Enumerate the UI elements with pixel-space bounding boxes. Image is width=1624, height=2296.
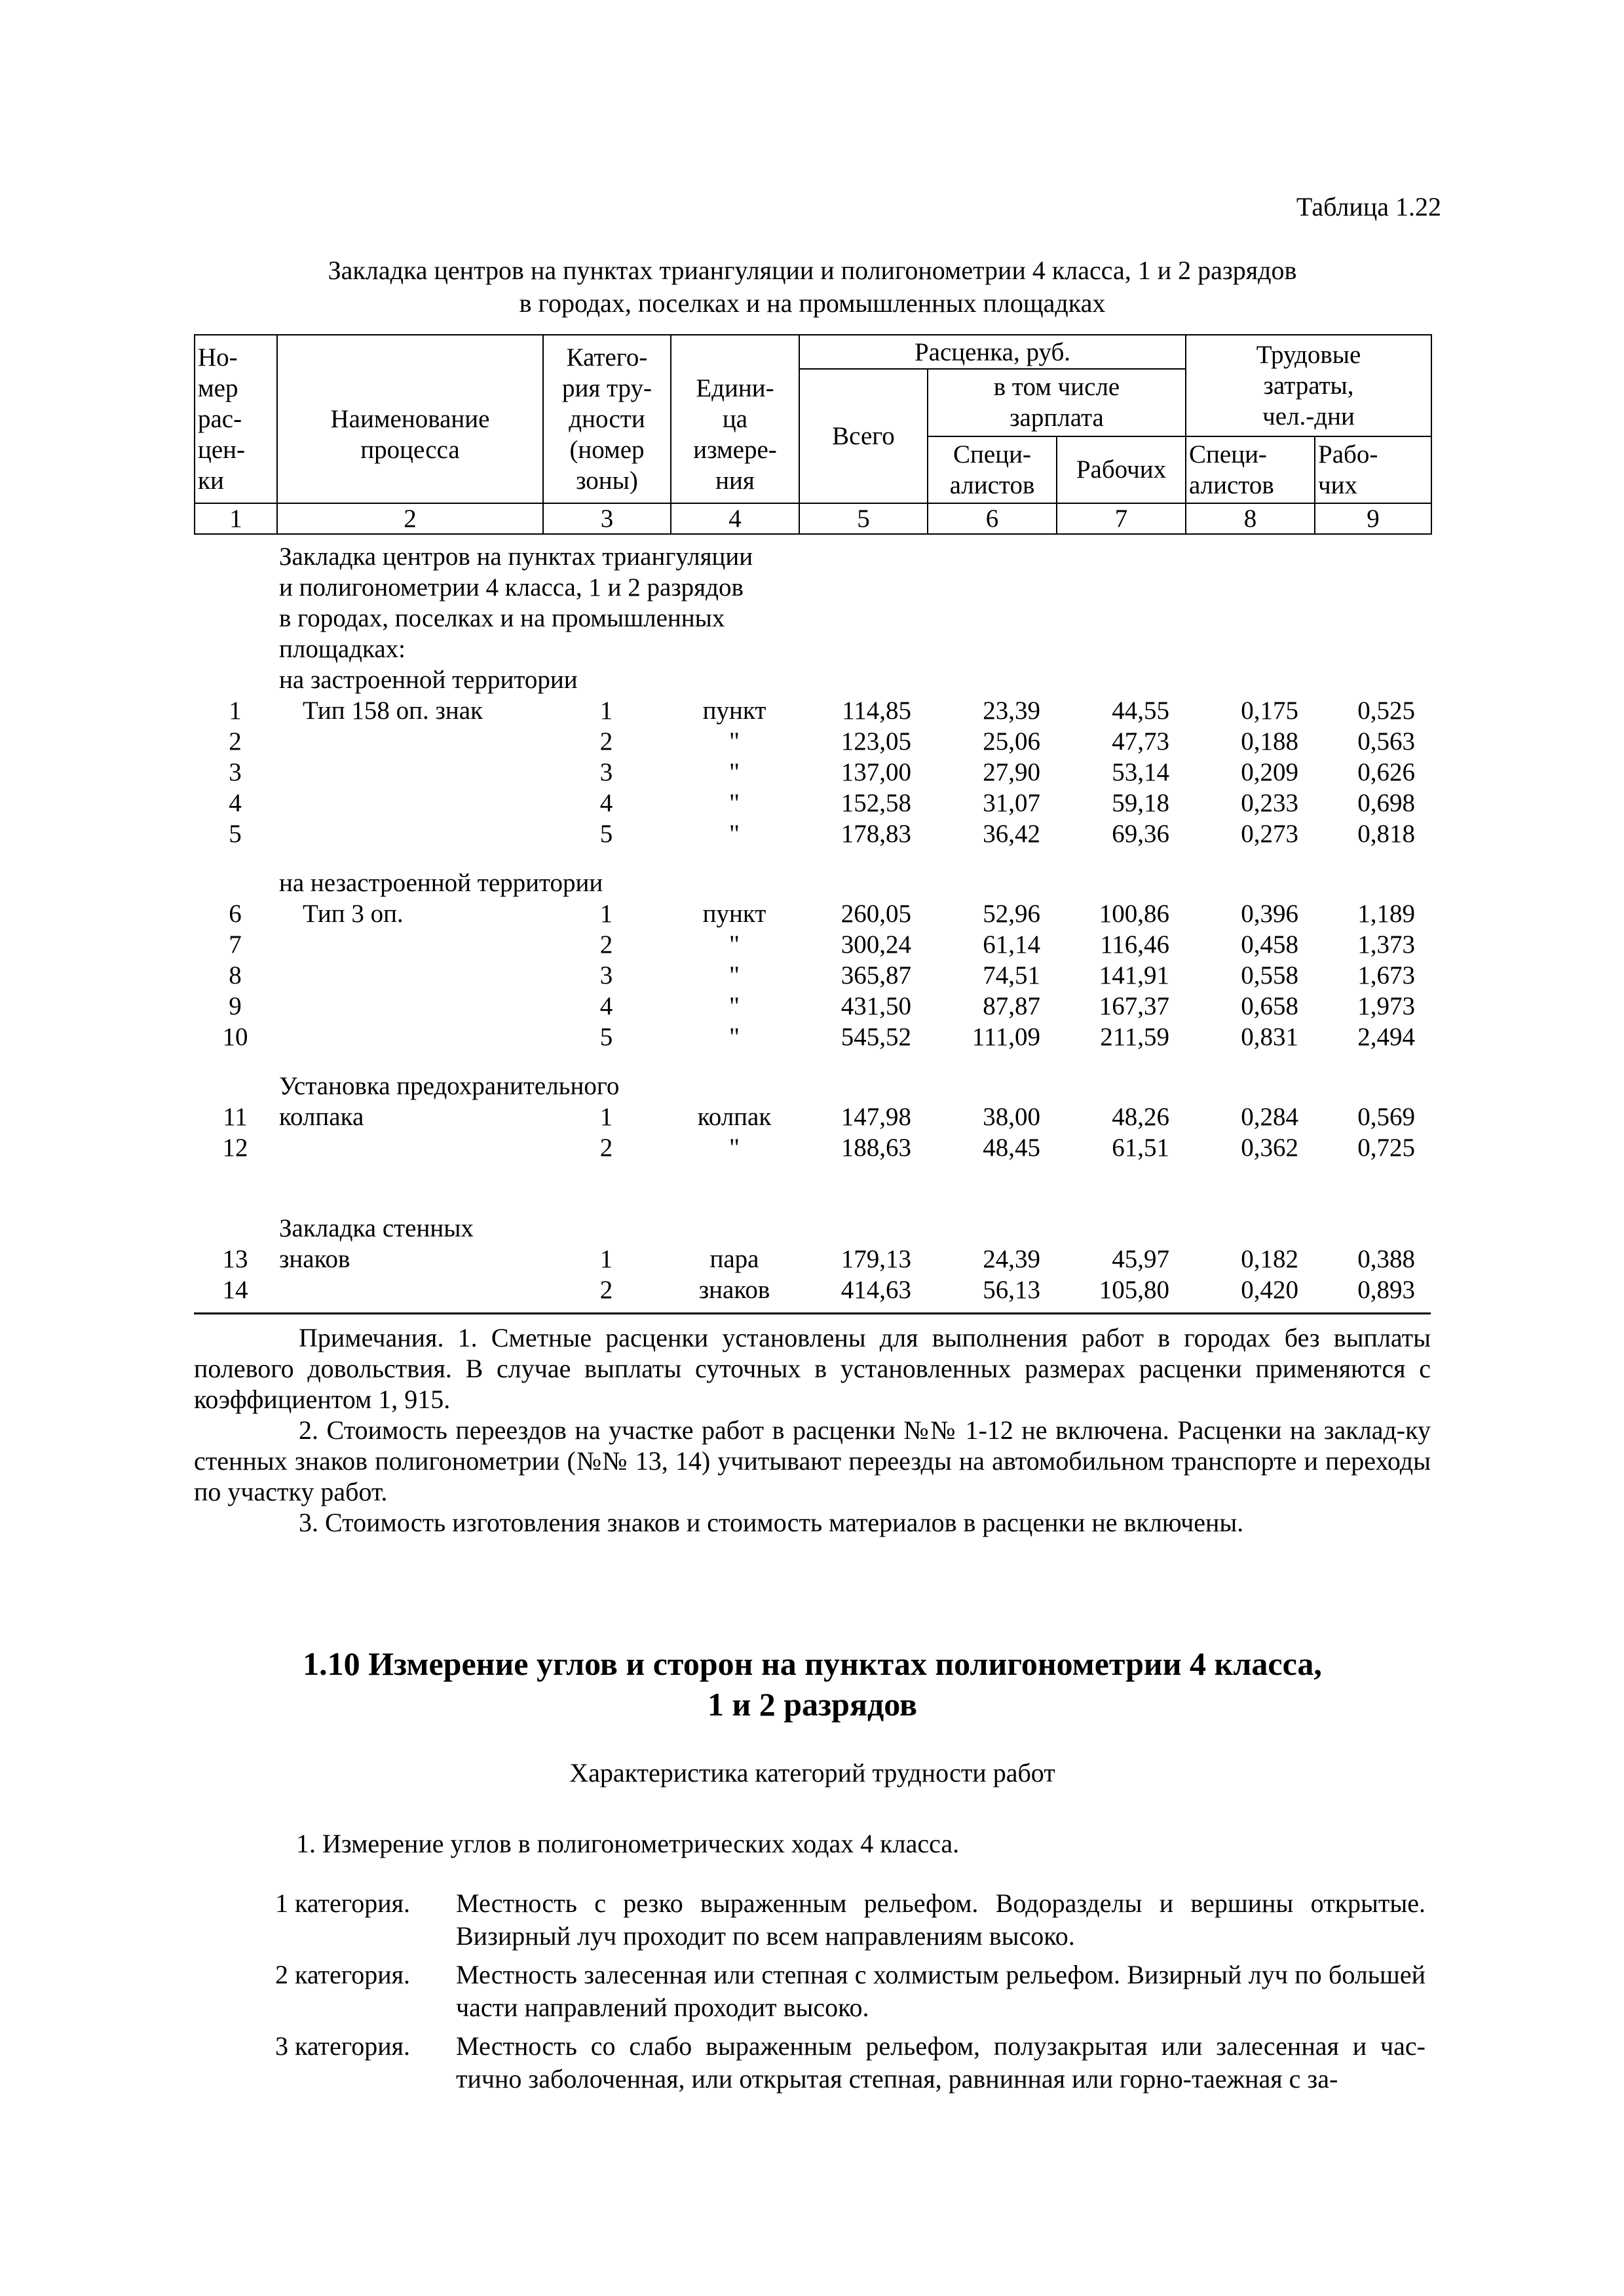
table-cell: Тип 3 оп. xyxy=(303,900,404,928)
category-item xyxy=(194,1959,1431,2024)
table-cell: 31,07 xyxy=(983,789,1041,817)
table-cell: 44,55 xyxy=(1112,697,1170,725)
table-row xyxy=(194,695,1431,726)
table-cell: 147,98 xyxy=(840,1103,912,1131)
table-cell: колпака xyxy=(279,1103,364,1131)
table-cell: 0,420 xyxy=(1241,1276,1299,1304)
table-row xyxy=(194,664,1431,695)
table-cell: 1,373 xyxy=(1357,930,1416,959)
table-cell: 1 xyxy=(599,1103,613,1131)
col-number: 6 xyxy=(928,503,1057,534)
table-cell: 23,39 xyxy=(983,697,1041,725)
table-cell: 4 xyxy=(599,992,613,1020)
table-label: Таблица 1.22 xyxy=(1296,192,1441,221)
category-item xyxy=(194,1887,1431,1953)
table-cell: 0,182 xyxy=(1241,1245,1299,1273)
table-cell: 74,51 xyxy=(983,961,1041,989)
table-cell: 0,725 xyxy=(1357,1134,1416,1162)
category-label: 3 категория. xyxy=(275,2031,410,2061)
table-cell xyxy=(276,1132,542,1163)
table-cell: 0,818 xyxy=(1357,820,1416,848)
table-row xyxy=(194,868,1431,898)
table-cell xyxy=(276,1022,542,1052)
table-body xyxy=(194,541,1431,1305)
table-header xyxy=(194,334,1432,535)
table-row xyxy=(194,541,1431,572)
table-cell: 47,73 xyxy=(1112,727,1170,756)
table-cell: 2 xyxy=(599,930,613,959)
table-cell: 141,91 xyxy=(1099,961,1170,989)
table-cell: 1,973 xyxy=(1357,992,1416,1020)
table-cell: 12 xyxy=(222,1134,248,1162)
table-cell: Тип 158 оп. знак xyxy=(303,697,483,725)
table-row xyxy=(194,1195,1431,1213)
header-price: Расценка, руб. xyxy=(799,335,1186,369)
header-number: Но- мер рас- цен- ки xyxy=(195,335,277,503)
table-cell: 2 xyxy=(599,1276,613,1304)
table-cell: 1,673 xyxy=(1357,961,1416,989)
table-cell: 188,63 xyxy=(840,1134,912,1162)
table-cell: " xyxy=(729,1023,740,1051)
table-cell: 56,13 xyxy=(983,1276,1041,1304)
table-row xyxy=(194,1163,1431,1195)
note: 3. Стоимость изготовления знаков и стоимость материалов в расценки не включены. xyxy=(299,1508,1244,1537)
col-number: 9 xyxy=(1315,503,1431,534)
subheading: Характеристика категорий трудности работ xyxy=(569,1758,1055,1788)
table-cell: 0,233 xyxy=(1241,789,1299,817)
note: Примечания. 1. Сметные расценки установлены для выполнения работ в городах без выплаты полевого довольствия. В случае выплаты суточных в установленных размерах расценки применяются с коэффициентом 1, 915. xyxy=(194,1323,1431,1414)
table-cell: " xyxy=(729,820,740,848)
table-row xyxy=(194,849,1431,868)
table-cell: 0,626 xyxy=(1357,758,1416,786)
note: 2. Стоимость переездов на участке работ в расценки №№ 1-12 не включена. Расценки на заклад-ку стенных знаков полигонометрии (№№ 13, 14) учитывают переезды на автомобильном транспорте и переходы по участку работ. xyxy=(194,1415,1431,1506)
category-label: 1 категория. xyxy=(275,1888,410,1918)
table-row xyxy=(194,757,1431,788)
table-title-line: в городах, поселках и на промышленных площадках xyxy=(519,288,1106,318)
table-cell: 0,273 xyxy=(1241,820,1299,848)
table-cell: 100,86 xyxy=(1099,900,1170,928)
header-total: Всего xyxy=(799,369,928,503)
table-row xyxy=(194,1132,1431,1163)
col-number: 1 xyxy=(195,503,277,534)
category-text: Местность со слабо выраженным рельефом, полузакрытая или залесенная и час-тично заболоченная, или открытая степная, равнинная или горно-таежная с за- xyxy=(456,2031,1426,2094)
table-cell xyxy=(276,757,542,788)
table-cell: 52,96 xyxy=(983,900,1041,928)
table-cell: пункт xyxy=(702,697,766,725)
table-cell: 116,46 xyxy=(1100,930,1170,959)
table-cell: 1,189 xyxy=(1357,900,1416,928)
table-cell: 0,388 xyxy=(1357,1245,1416,1273)
category-list xyxy=(194,1887,1431,2101)
table-cell: 111,09 xyxy=(972,1023,1041,1051)
table-cell: Закладка стенных xyxy=(279,1214,474,1242)
table-cell: 1 xyxy=(599,1245,613,1273)
header-unit: Едини- ца измере- ния xyxy=(671,335,799,503)
table-cell: знаков xyxy=(698,1276,770,1304)
header-specialists: Специ- алистов xyxy=(928,436,1057,503)
col-number: 5 xyxy=(799,503,928,534)
table-cell: 1 xyxy=(599,900,613,928)
category-text: Местность с резко выраженным рельефом. Водоразделы и вершины открытые. Визирный луч проходит по всем направлениям высоко. xyxy=(456,1888,1426,1951)
table-cell: 1 xyxy=(599,697,613,725)
table-row xyxy=(194,898,1431,929)
table-cell: 0,188 xyxy=(1241,727,1299,756)
table-cell: 5 xyxy=(599,1023,613,1051)
table-cell: 0,458 xyxy=(1241,930,1299,959)
table-cell: 2,494 xyxy=(1357,1023,1416,1051)
notes xyxy=(194,1322,1431,1538)
table-cell: 3 xyxy=(229,758,242,786)
table-cell xyxy=(276,788,542,818)
table-cell: 4 xyxy=(599,789,613,817)
table-cell: 48,26 xyxy=(1112,1103,1170,1131)
table-cell: 5 xyxy=(229,820,242,848)
table-cell xyxy=(276,929,542,960)
table-cell: 300,24 xyxy=(840,930,912,959)
table-cell: 45,97 xyxy=(1112,1245,1170,1273)
table-cell: 167,37 xyxy=(1099,992,1170,1020)
header-process-name: Наименование процесса xyxy=(277,335,543,503)
table-cell: 0,525 xyxy=(1357,697,1416,725)
category-label: 2 категория. xyxy=(275,1960,410,1989)
table-cell: 137,00 xyxy=(840,758,912,786)
col-number: 4 xyxy=(671,503,799,534)
table-title xyxy=(190,254,1435,320)
table-cell: 5 xyxy=(599,820,613,848)
table-row xyxy=(194,929,1431,960)
table-cell: 260,05 xyxy=(840,900,912,928)
col-number: 2 xyxy=(277,503,543,534)
table-cell: 8 xyxy=(229,961,242,989)
header-labor: Трудовые затраты, чел.-дни xyxy=(1186,335,1431,436)
table-cell: 38,00 xyxy=(983,1103,1041,1131)
table-row xyxy=(194,1213,1431,1244)
table-row xyxy=(194,634,1431,664)
table-cell: " xyxy=(729,789,740,817)
section-heading: 1.10 Измерение углов и сторон на пунктах полигонометрии 4 класса, 1 и 2 разрядов xyxy=(303,1645,1322,1723)
table-cell: Установка предохранительного xyxy=(279,1072,620,1100)
table-cell: 3 xyxy=(599,961,613,989)
table-cell: 0,284 xyxy=(1241,1103,1299,1131)
table-cell: " xyxy=(729,727,740,756)
list-item: 1. Измерение углов в полигонометрических ходах 4 класса. xyxy=(296,1829,960,1858)
table-cell: " xyxy=(729,1134,740,1162)
table-row xyxy=(194,1022,1431,1052)
table-row xyxy=(194,1071,1431,1101)
header-category: Катего- рия тру- дности (номер зоны) xyxy=(543,335,671,503)
table-cell: 27,90 xyxy=(983,758,1041,786)
category-text: Местность залесенная или степная с холмистым рельефом. Визирный луч по большей части направлений проходит высоко. xyxy=(456,1960,1426,2022)
table-row xyxy=(194,1052,1431,1071)
header-labor-workers: Рабо- чих xyxy=(1315,436,1431,503)
table-cell: " xyxy=(729,961,740,989)
table-cell: 36,42 xyxy=(983,820,1041,848)
table-cell: 0,396 xyxy=(1241,900,1299,928)
table-cell: 414,63 xyxy=(840,1276,912,1304)
table-cell: 0,698 xyxy=(1357,789,1416,817)
table-row xyxy=(194,818,1431,849)
table-cell xyxy=(276,1274,542,1305)
table-cell: 61,14 xyxy=(983,930,1041,959)
table-cell: 0,658 xyxy=(1241,992,1299,1020)
table-row xyxy=(194,1244,1431,1274)
table-cell: колпак xyxy=(697,1103,772,1131)
col-number: 8 xyxy=(1186,503,1315,534)
table-cell: пункт xyxy=(702,900,766,928)
table-cell: 178,83 xyxy=(840,820,912,848)
table-cell: 0,831 xyxy=(1241,1023,1299,1051)
table-cell: 48,45 xyxy=(983,1134,1041,1162)
table-cell: 13 xyxy=(222,1245,248,1273)
table-cell: 0,569 xyxy=(1357,1103,1416,1131)
table-cell: Закладка центров на пунктах триангуляции xyxy=(279,543,753,571)
table-row xyxy=(194,572,1431,603)
table-row xyxy=(194,726,1431,757)
table-cell: 211,59 xyxy=(1100,1023,1170,1051)
table-cell: 3 xyxy=(599,758,613,786)
table-cell: 4 xyxy=(229,789,242,817)
col-number: 3 xyxy=(543,503,671,534)
table-row xyxy=(194,991,1431,1022)
table-cell: 6 xyxy=(229,900,242,928)
table-cell: 25,06 xyxy=(983,727,1041,756)
table-cell: 365,87 xyxy=(840,961,912,989)
table-cell: 0,209 xyxy=(1241,758,1299,786)
table-cell: 1 xyxy=(229,697,242,725)
table-cell: знаков xyxy=(279,1245,350,1273)
table-row xyxy=(194,788,1431,818)
table-cell xyxy=(276,726,542,757)
table-cell: на незастроенной территории xyxy=(279,869,603,897)
table-row xyxy=(194,1101,1431,1132)
table-cell: площадках: xyxy=(279,635,406,663)
header-including: в том числе зарплата xyxy=(928,369,1186,436)
table-cell: " xyxy=(729,992,740,1020)
table-cell: пара xyxy=(709,1245,759,1273)
table-cell: 545,52 xyxy=(840,1023,912,1051)
header-labor-specialists: Специ- алистов xyxy=(1186,436,1315,503)
table-cell: и полигонометрии 4 класса, 1 и 2 разрядов xyxy=(279,573,744,602)
table-cell xyxy=(276,960,542,991)
table-cell: 0,563 xyxy=(1357,727,1416,756)
table-cell: 61,51 xyxy=(1112,1134,1170,1162)
table-cell: 10 xyxy=(222,1023,248,1051)
table-cell: в городах, поселках и на промышленных xyxy=(279,604,725,632)
table-title-line: Закладка центров на пунктах триангуляции и полигонометрии 4 класса, 1 и 2 разрядов xyxy=(328,256,1297,285)
table-cell: 179,13 xyxy=(840,1245,912,1273)
table-cell: 59,18 xyxy=(1112,789,1170,817)
table-cell: 7 xyxy=(229,930,242,959)
table-cell: 9 xyxy=(229,992,242,1020)
table-cell: 0,175 xyxy=(1241,697,1299,725)
table-cell: 11 xyxy=(223,1103,248,1131)
table-cell: 69,36 xyxy=(1112,820,1170,848)
table-cell: 14 xyxy=(222,1276,248,1304)
table-cell: 431,50 xyxy=(840,992,912,1020)
table-cell: 87,87 xyxy=(983,992,1041,1020)
table-cell xyxy=(276,818,542,849)
table-cell: на застроенной территории xyxy=(279,666,578,694)
header-workers: Рабочих xyxy=(1057,436,1186,503)
table-bottom-rule xyxy=(194,1312,1431,1314)
table-cell: 0,893 xyxy=(1357,1276,1416,1304)
table-cell: 24,39 xyxy=(983,1245,1041,1273)
table-cell: 53,14 xyxy=(1112,758,1170,786)
table-row xyxy=(194,603,1431,634)
table-cell: 152,58 xyxy=(840,789,912,817)
table-cell: 0,362 xyxy=(1241,1134,1299,1162)
table-cell: " xyxy=(729,758,740,786)
category-item xyxy=(194,2030,1431,2095)
table-row xyxy=(194,1274,1431,1305)
col-number: 7 xyxy=(1057,503,1186,534)
table-cell xyxy=(276,991,542,1022)
table-cell: 2 xyxy=(599,1134,613,1162)
table-cell: 2 xyxy=(599,727,613,756)
table-row xyxy=(194,960,1431,991)
table-cell: 2 xyxy=(229,727,242,756)
table-cell: 0,558 xyxy=(1241,961,1299,989)
table-cell: 105,80 xyxy=(1099,1276,1170,1304)
table-cell: 114,85 xyxy=(842,697,912,725)
table-cell: 123,05 xyxy=(840,727,912,756)
table-cell: " xyxy=(729,930,740,959)
